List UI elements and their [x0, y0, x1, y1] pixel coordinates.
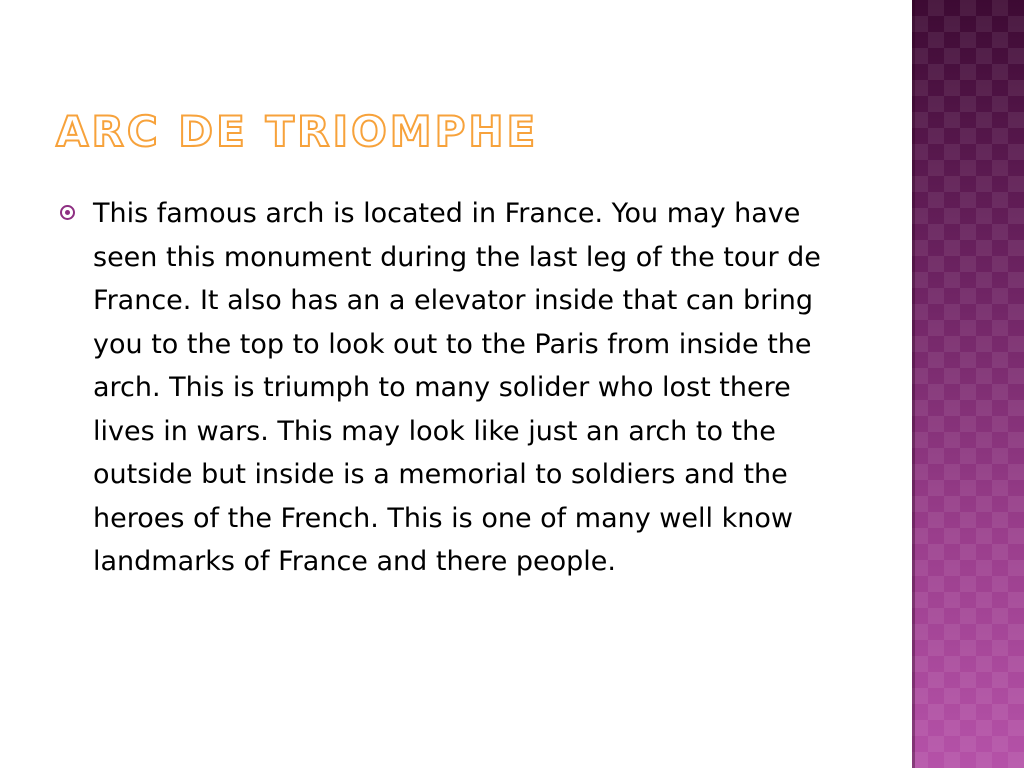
- radio-circle-bullet-icon: [60, 205, 75, 220]
- bullet-text: This famous arch is located in France. You may have seen this monument during the last leg of the tour de France. It also has an a elevator inside that can bring you to the top to look out to the Paris from inside the arch. This is triumph to many solider who lost there lives in wars. This may look like just an arch to the outside but inside is a memorial to soldiers and the heroes of the French. This is one of many well know landmarks of France and there people.: [93, 198, 821, 577]
- slide-content: [60, 192, 860, 584]
- bullet-item: [60, 192, 860, 584]
- decorative-side-band: [912, 0, 1024, 768]
- side-band-edge: [912, 0, 915, 768]
- slide-title: ARC DE TRIOMPHE: [56, 107, 539, 156]
